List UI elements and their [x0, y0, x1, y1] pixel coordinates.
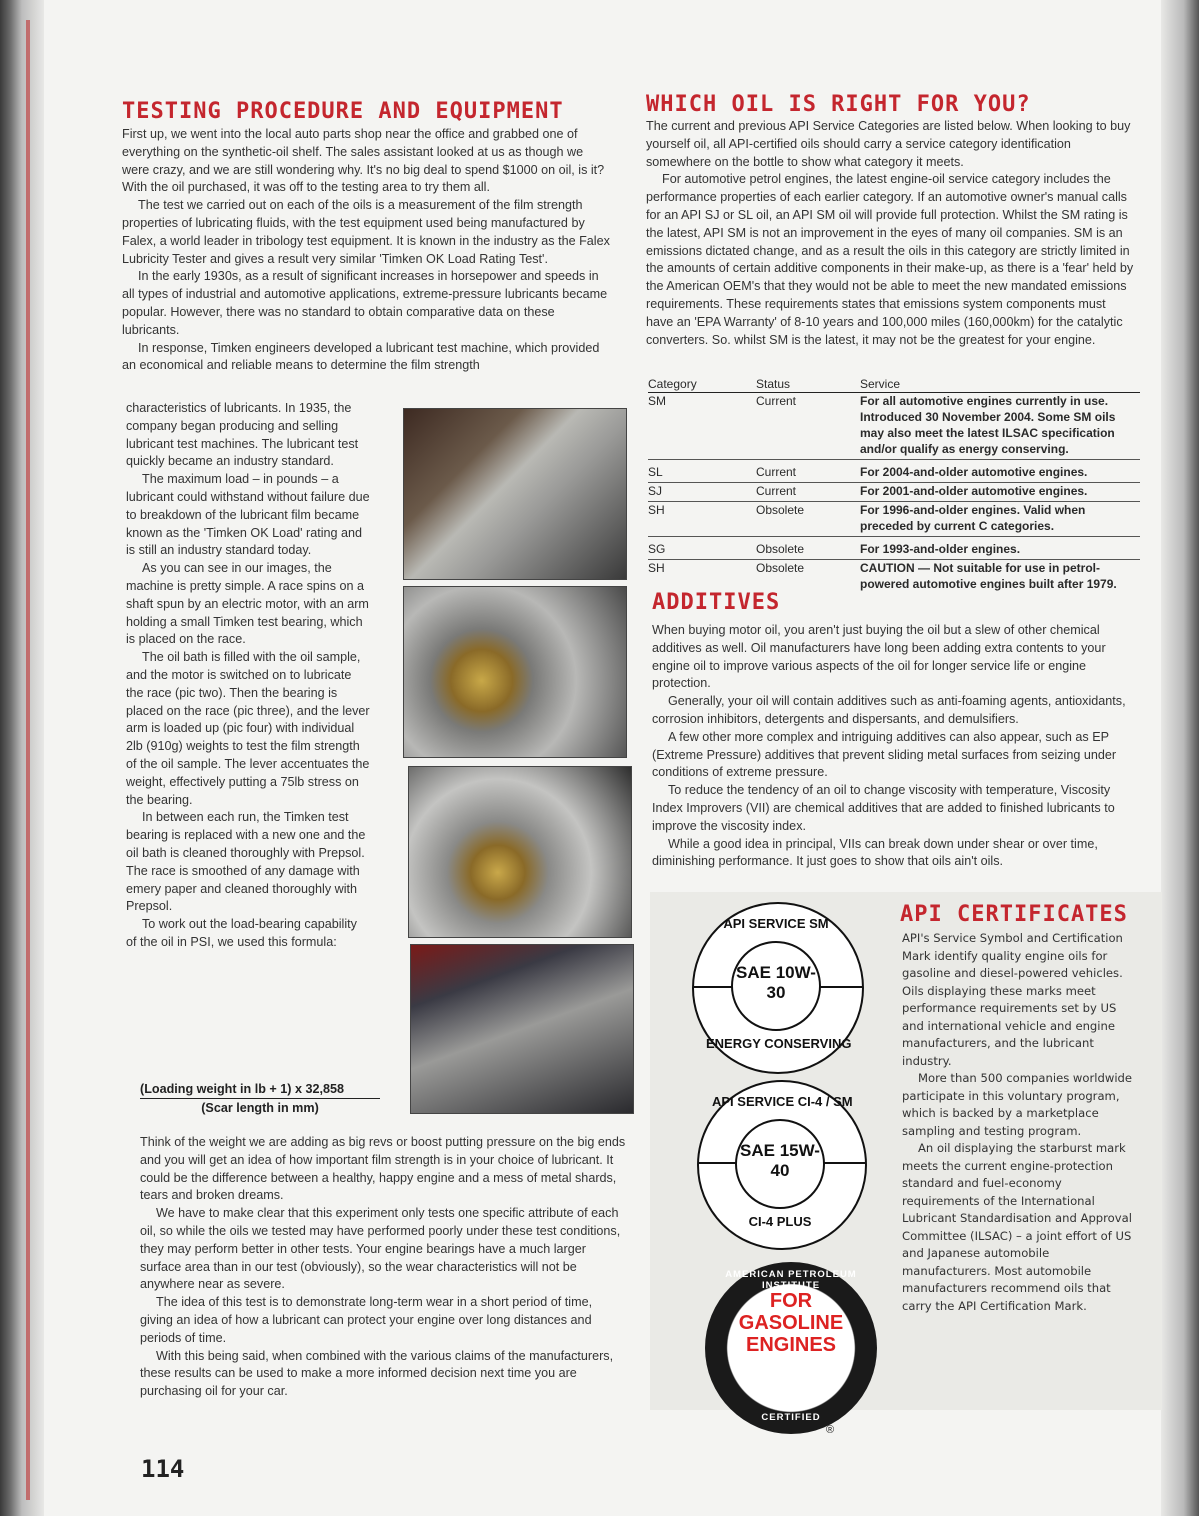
testing-paragraph: The test we carried out on each of the oils is a measurement of the film strength properties of lubricating fluids, with the test equipment used being manufactured by Falex, a world leader in tribology test equipment. It is known in the industry as the Falex Lubricity Tester and gives a result very similar 'Timken OK Load Rating Test'. — [122, 198, 610, 266]
table-header-row — [648, 376, 1140, 393]
photo-bearing-on-race — [408, 766, 632, 938]
table-row — [648, 560, 1140, 595]
additives-paragraph: Generally, your oil will contain additives such as anti-foaming agents, antioxidants, corrosion inhibitors, detergents and dispersants, and demulsifiers. — [652, 694, 1126, 726]
testing-paragraph: In the early 1930s, as a result of significant increases in horsepower and speeds in all types of industrial and automotive applications, extreme-pressure lubricants became popular. However, there was no standard to obtain comparative data on these lubricants. — [122, 269, 608, 337]
cell-service: For 2001-and-older automotive engines. — [860, 483, 1140, 502]
testing-paragraph: The oil bath is filled with the oil sample, and the motor is switched on to lubricate the race (pic two). Then the bearing is placed on the race (pic three), and the lever arm is loaded up (pic four) with individual 2lb (910g) weights to test the film strength of the oil sample. The lever accentuates the weight, effectively putting a 75lb stress on the bearing. — [126, 650, 370, 807]
api-certificates-heading: API CERTIFICATES — [900, 902, 1128, 927]
testing-paragraph: As you can see in our images, the machine is pretty simple. A race spins on a shaft spun by an electric motor, with an arm holding a small Timken test bearing, which is placed on the race. — [126, 561, 369, 647]
photo-oil-bath — [403, 586, 627, 758]
testing-paragraph: characteristics of lubricants. In 1935, the company began producing and selling lubricant test machines. The lubricant test quickly became an industry standard. — [126, 401, 359, 469]
cell-category: SG — [648, 537, 756, 560]
cell-status: Obsolete — [756, 502, 860, 537]
grade-circle — [731, 941, 821, 1031]
starburst-ring-top: AMERICAN PETROLEUM INSTITUTE — [725, 1269, 857, 1291]
donut-bottom-text: CI-4 PLUS — [748, 1214, 812, 1229]
cell-status: Current — [756, 483, 860, 502]
header-status: Status — [756, 376, 860, 393]
cell-service: For 1993-and-older engines. — [860, 537, 1140, 560]
spine-stripe — [26, 20, 30, 1500]
testing-intro — [122, 126, 612, 375]
grade-label: SAE 10W-30 — [736, 963, 816, 1002]
starburst-line: FOR — [769, 1290, 813, 1312]
cell-status: Obsolete — [756, 537, 860, 560]
cell-status: Current — [756, 393, 860, 460]
donut-bottom-text: ENERGY CONSERVING — [706, 1036, 852, 1051]
donut-top-text: API SERVICE SM — [723, 916, 829, 931]
page-number: 114 — [141, 1455, 185, 1483]
grade-label: SAE 15W-40 — [740, 1141, 820, 1180]
photo-loaded-lever — [410, 944, 634, 1114]
testing-paragraph: To work out the load-bearing capability of the oil in PSI, we used this formula: — [126, 917, 357, 949]
certificates-paragraph: API's Service Symbol and Certification Mark identify quality engine oils for gasoline and diesel-powered vehicles. Oils displaying these marks meet performance requirements set by US and international vehicle and engine manufacturers, and the lubricant industry. — [902, 931, 1123, 1068]
photo-test-machine — [403, 408, 627, 580]
testing-heading: TESTING PROCEDURE AND EQUIPMENT — [122, 99, 564, 124]
cell-service: CAUTION — Not suitable for use in petrol-powered automotive engines built after 1979. — [860, 561, 1117, 591]
psi-formula — [140, 1082, 380, 1115]
page-spine — [0, 0, 44, 1516]
testing-paragraph: Think of the weight we are adding as big revs or boost putting pressure on the big ends and you will get an idea of how important film strength is in your choice of lubricant. It could be the difference between a healthy, happy engine and a mess of metal shards, tears and broken dreams. — [140, 1135, 626, 1203]
cell-category: SH — [648, 561, 665, 575]
donut-top-text: API SERVICE CI-4 / SM — [712, 1094, 853, 1109]
additives-paragraph: When buying motor oil, you aren't just buying the oil but a slew of other chemical additives as well. Oil manufacturers have long been adding extra contents to your engine oil to improve various aspects of the oil for longer service life or engine protection. — [652, 623, 1106, 691]
which-oil-text — [646, 118, 1136, 349]
table-row — [648, 537, 1140, 560]
starburst-line: ENGINES — [745, 1334, 837, 1356]
starburst-center — [737, 1290, 845, 1356]
which-oil-heading: WHICH OIL IS RIGHT FOR YOU? — [646, 92, 1031, 117]
table-row — [648, 483, 1140, 502]
formula-denominator: (Scar length in mm) — [201, 1101, 319, 1115]
additives-text — [652, 622, 1138, 871]
table-row — [648, 393, 1140, 460]
api-category-table — [648, 376, 1140, 594]
testing-conclusion — [140, 1134, 626, 1401]
cell-category: SJ — [648, 483, 756, 502]
starburst-line: GASOLINE — [738, 1312, 844, 1334]
table-row — [648, 460, 1140, 483]
certificates-paragraph: More than 500 companies worldwide participate in this voluntary program, which is backed by a marketplace sampling and testing program. — [902, 1071, 1133, 1138]
cell-category: SM — [648, 393, 756, 460]
testing-paragraph: With this being said, when combined with the various claims of the manufacturers, these results can be used to make a more informed decision next time you are purchasing oil for your car. — [140, 1348, 614, 1399]
starburst-ring-bottom: CERTIFIED — [761, 1412, 821, 1423]
which-paragraph: The current and previous API Service Categories are listed below. When looking to buy yourself oil, all API-certified oils should carry a service category identification somewhere on the bottle to show what category it meets. — [646, 119, 1131, 169]
additives-heading: ADDITIVES — [652, 590, 781, 615]
api-certificates-text — [902, 930, 1134, 1315]
cell-status: Obsolete — [756, 561, 805, 575]
cell-service: For 2004-and-older automotive engines. — [860, 460, 1140, 483]
cell-service: For 1996-and-older engines. Valid when preceded by current C categories. — [860, 502, 1140, 537]
testing-narrow-column — [126, 400, 370, 952]
additives-paragraph: While a good idea in principal, VIIs can break down under shear or over time, diminishing performance. It just goes to show that oils ain't oils. — [652, 836, 1098, 869]
cell-category: SH — [648, 502, 756, 537]
which-paragraph: For automotive petrol engines, the latest engine-oil service category includes the performance properties of each earlier category. If an automotive owner's manual calls for an API SJ or SL oil, an API SM oil will provide full protection. Whilst the SM rating is the latest, API SM is not an improvement in the eyes of many oil companies. SM is an emissions dictated change, and as a result the oils in this category are strictly limited in the amounts of certain additive components in their make-up, as there is a 'fear' held by the American OEM's that they would not be able to meet the new mandated emissions requirements. These requirements states that emissions system components must have an 'EPA Warranty' of 8-10 years and 100,000 miles (160,000km) for the catalytic converters. So. whilst SM is the latest, it may not be the greatest for your engine. — [646, 172, 1134, 347]
cell-status: Current — [756, 460, 860, 483]
certificates-paragraph: An oil displaying the starburst mark meets the current engine-protection standard and fuel-economy requirements of the International Lubricant Standardisation and Approval Committee (ILSAC) – a joint effort of US and Japanese automobile manufacturers. Most automobile manufacturers recommend oils that carry the API Certification Mark. — [902, 1141, 1132, 1313]
grade-circle — [735, 1119, 825, 1209]
testing-paragraph: First up, we went into the local auto parts shop near the office and grabbed one of everything on the synthetic-oil shelf. The sales assistant looked at us as though we were crazy, and we are still wondering why. It's no big deal to spend $1000 on oil, is it? With the oil purchased, it was off to the testing area to try them all. — [122, 127, 605, 195]
cell-category: SL — [648, 460, 756, 483]
additives-paragraph: A few other more complex and intriguing additives can also appear, such as EP (Extreme Pressure) additives that prevent sliding metal surfaces from seizing under conditions of extreme pressure. — [652, 729, 1117, 780]
testing-paragraph: The idea of this test is to demonstrate long-term wear in a short period of time, giving an idea of how a lubricant can protect your engine over long distances and periods of time. — [140, 1295, 593, 1345]
testing-paragraph: The maximum load – in pounds – a lubricant could withstand without failure due to breakdown of the lubricant film became known as the 'Timken OK Load' rating and is still an industry standard today. — [126, 472, 370, 558]
cell-service: For all automotive engines currently in use. Introduced 30 November 2004. Some SM oils may also meet the latest ILSAC specification and/or qualify as energy conserving. — [860, 393, 1140, 460]
table-row — [648, 502, 1140, 537]
registered-mark: ® — [826, 1424, 835, 1436]
next-page-edge — [1161, 0, 1199, 1516]
formula-numerator: (Loading weight in lb + 1) x 32,858 — [140, 1082, 380, 1099]
testing-paragraph: In between each run, the Timken test bearing is replaced with a new one and the oil bath is cleaned thoroughly with Prepsol. The race is smoothed of any damage with emery paper and cleaned thoroughly with Prepsol. — [126, 810, 366, 914]
additives-paragraph: To reduce the tendency of an oil to change viscosity with temperature, Viscosity Index Improvers (VII) are chemical additives that are added to finished lubricants to improve the viscosity index. — [652, 783, 1115, 833]
header-category: Category — [648, 376, 756, 393]
header-service: Service — [860, 376, 1140, 393]
testing-paragraph: We have to make clear that this experiment only tests one specific attribute of each oil, so while the oils we tested may have performed poorly under these test conditions, they may perform better in other tests. Your engine bearings have a much larger surface area than in our test (obviously), so the wear characteristics will not be anywhere near as severe. — [140, 1206, 621, 1292]
testing-paragraph: In response, Timken engineers developed a lubricant test machine, which provided an economical and reliable means to determine the film strength — [122, 340, 600, 373]
